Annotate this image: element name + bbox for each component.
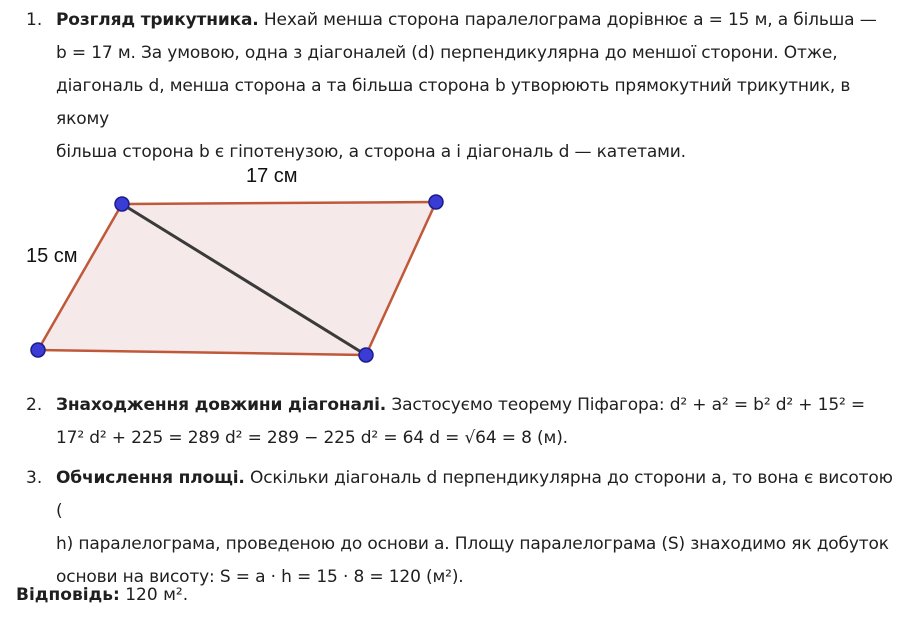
item-line: Застосуємо теорему Піфагора: d² + a² = b² d² + 15² = (391, 395, 865, 415)
vertex-point (429, 195, 443, 209)
top-side-label: 17 см (246, 165, 298, 187)
item-title: Знаходження довжини діагоналі. (56, 395, 387, 415)
item-number: 3. (26, 468, 43, 488)
item-line: діагональ d, менша сторона a та більша сторона b утворюють прямокутний трикутник, в якому (56, 76, 851, 129)
item-line: h) паралелограма, проведеною до основи a. Площу паралелограма (S) знаходимо як добуток (56, 534, 889, 554)
item-line: більша сторона b є гіпотенузою, а сторона a і діагональ d — катетами. (56, 142, 686, 162)
vertex-point (31, 343, 45, 357)
item-line: 17² d² + 225 = 289 d² = 289 − 225 d² = 64 d = √64 = 8 (м). (56, 428, 568, 448)
left-side-label: 15 см (26, 245, 78, 267)
item-paragraph (56, 462, 902, 594)
item-title: Обчислення площі. (56, 468, 245, 488)
parallelogram-figure (0, 155, 500, 375)
vertex-point (359, 348, 373, 362)
answer (16, 579, 188, 612)
item-line: Нехай менша сторона паралелограма дорівнює a = 15 м, а більша — (263, 10, 877, 30)
item-title: Розгляд трикутника. (56, 10, 259, 30)
item-paragraph (56, 4, 902, 169)
item-line: Оскільки діагональ d перпендикулярна до сторони a, то вона є висотою ( (56, 468, 893, 521)
vertex-point (115, 197, 129, 211)
item-line: основи на висоту: S = a · h = 15 · 8 = 120 (м²). (56, 567, 464, 587)
answer-value: 120 м². (125, 585, 189, 605)
item-number: 2. (26, 395, 43, 415)
item-number: 1. (26, 10, 43, 30)
answer-label: Відповідь: (16, 585, 120, 605)
item-paragraph (56, 389, 902, 455)
item-line: b = 17 м. За умовою, одна з діагоналей (d) перпендикулярна до меншої сторони. Отже, (56, 43, 838, 63)
